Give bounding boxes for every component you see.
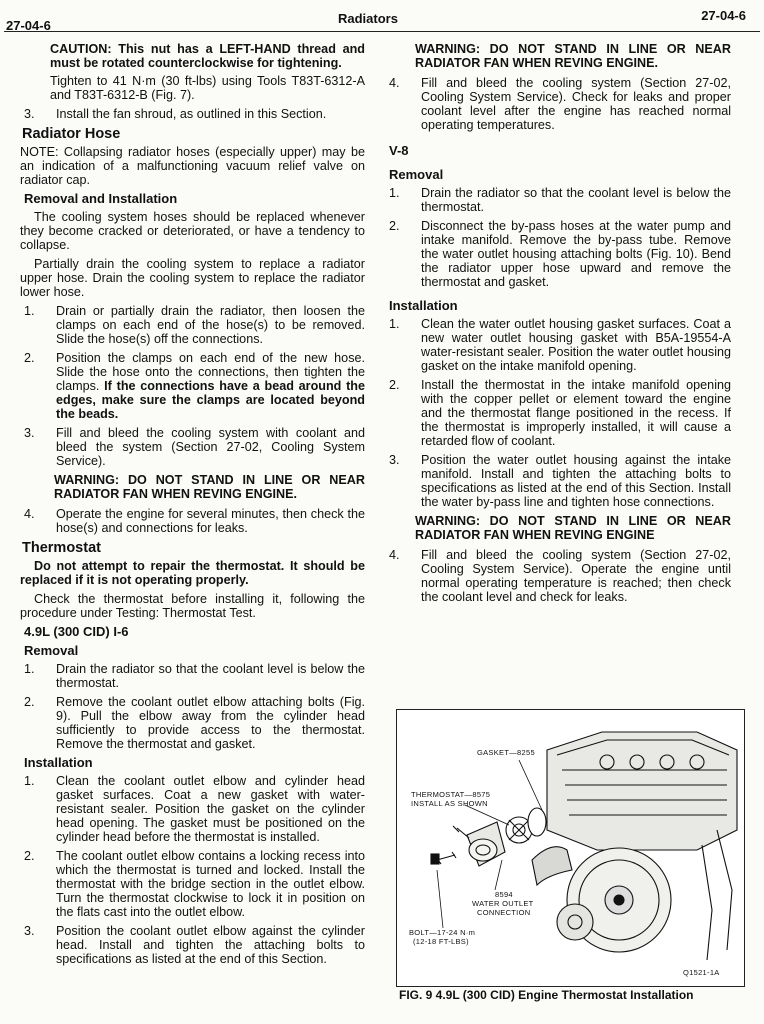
- warning-text: WARNING: DO NOT STAND IN LINE OR NEAR RADIATOR FAN WHEN REVING ENGINE: [415, 514, 731, 542]
- step-number: 2.: [24, 351, 35, 365]
- step-text: Disconnect the by-pass hoses at the water pump and intake manifold. Remove the by-pass tube. Remove the water outlet housing attaching bolts (Fig. 10). Bend the radiator upper hose upward and remove the thermostat and gasket.: [421, 219, 731, 289]
- subheading-removal-installation: Removal and Installation: [24, 191, 178, 206]
- list-item: [20, 662, 365, 690]
- warning-text: WARNING: DO NOT STAND IN LINE OR NEAR RADIATOR FAN WHEN REVING ENGINE.: [415, 42, 731, 70]
- list-item: [20, 774, 365, 844]
- label-outlet-connection: CONNECTION: [477, 908, 531, 917]
- step-text: Drain the radiator so that the coolant level is below the thermostat.: [56, 662, 365, 690]
- subheading-installation: Installation: [24, 755, 93, 770]
- step-text-bold: If the connections have a bead around the edges, make sure the clamps are located beyond the beads.: [56, 379, 366, 421]
- step-number: 2.: [24, 695, 35, 709]
- header-rule: [4, 31, 760, 32]
- step-text: Operate the engine for several minutes, then check the hose(s) and connections for leaks.: [56, 507, 365, 535]
- step-text: Install the thermostat in the intake manifold opening with the copper pellet or element toward the engine and the thermostat flange positioned in the recess. If the thermostat is improperly installed, it will cause a retarded flow of coolant.: [421, 378, 731, 448]
- list-item: [20, 695, 365, 751]
- step-number: 2.: [389, 219, 400, 233]
- step-number: 4.: [389, 76, 400, 90]
- figure-caption: FIG. 9 4.9L (300 CID) Engine Thermostat Installation: [399, 988, 694, 1002]
- list-item: [20, 924, 365, 966]
- tighten-text: Tighten to 41 N·m (30 ft-lbs) using Tools T83T-6312-A and T83T-6312-B (Fig. 7).: [50, 74, 365, 102]
- step-number: 3.: [389, 453, 400, 467]
- step-text: Clean the coolant outlet elbow and cylinder head gasket surfaces. Coat a new gasket with water-resistant sealer. Position the gasket on the cylinder head opening. The gasket must be positioned on the cylinder head before the thermostat is installed.: [56, 774, 365, 844]
- step-text: Position the coolant outlet elbow against the cylinder head. Install and tighten the attaching bolts to specifications as listed at the end of this Section.: [56, 924, 365, 966]
- figure-9-engine-thermostat: [396, 709, 745, 987]
- label-outlet-number: 8594: [495, 890, 513, 899]
- subheading-installation: Installation: [389, 298, 458, 313]
- list-item: [385, 378, 731, 448]
- step-number: 1.: [24, 662, 35, 676]
- label-thermostat: THERMOSTAT—8575: [411, 790, 491, 799]
- list-item: [385, 186, 731, 214]
- step-number: 4.: [24, 507, 35, 521]
- step-number: 2.: [24, 849, 35, 863]
- list-item: [385, 317, 731, 373]
- list-item: [20, 304, 365, 346]
- paragraph: Check the thermostat before installing it, following the procedure under Testing: Thermostat Test.: [20, 592, 365, 620]
- step-text: Fill and bleed the cooling system with coolant and bleed the system (Section 27-02, Cooling System Service).: [56, 426, 365, 468]
- step-number: 1.: [389, 317, 400, 331]
- step-text: Fill and bleed the cooling system (Section 27-02, Cooling System Service). Operate the engine until normal operating temperature is reached; then check the coolant level and check for leaks.: [421, 548, 731, 604]
- step-number: 2.: [389, 378, 400, 392]
- note-text: NOTE: Collapsing radiator hoses (especially upper) may be an indication of a malfunctioning vacuum relief valve on radiator cap.: [20, 145, 365, 187]
- step-text: Install the fan shroud, as outlined in this Section.: [56, 107, 327, 121]
- step-number: 3.: [24, 924, 35, 938]
- subheading-removal: Removal: [389, 167, 444, 182]
- label-thermostat-note: INSTALL AS SHOWN: [411, 799, 488, 808]
- page-number-right: 27-04-6: [701, 8, 746, 23]
- step-number: 4.: [389, 548, 400, 562]
- step-text: Position the water outlet housing against the intake manifold. Install and tighten the attaching bolts to specifications as listed at the end of this Section. Install the water by-pass line and tighten hose connections.: [421, 453, 731, 509]
- label-outlet: WATER OUTLET: [472, 899, 534, 908]
- label-gasket: GASKET—8255: [477, 748, 535, 757]
- step-text-plain: Position the clamps on each end of the new hose. Slide the hose onto the connections, then tighten the clamps.: [56, 351, 365, 393]
- step-number: 1.: [24, 304, 35, 318]
- caution-text: CAUTION: This nut has a LEFT-HAND thread and must be rotated counterclockwise for tightening.: [50, 42, 365, 70]
- paragraph: Partially drain the cooling system to replace a radiator upper hose. Drain the cooling system to replace the radiator lower hose.: [20, 257, 365, 299]
- list-item: [385, 453, 731, 509]
- list-item: [20, 351, 365, 421]
- step-text: Remove the coolant outlet elbow attaching bolts (Fig. 9). Pull the elbow away from the cylinder head sufficiently to provide access to the thermostat. Remove the thermostat and gasket.: [56, 695, 365, 751]
- page-number-left: 27-04-6: [6, 18, 51, 33]
- list-item: [385, 76, 731, 132]
- step-text: [56, 351, 365, 421]
- subheading-v8: V-8: [389, 143, 409, 158]
- step-number: 1.: [389, 186, 400, 200]
- list-item: [20, 426, 365, 468]
- subheading-i6: 4.9L (300 CID) I-6: [24, 624, 129, 639]
- page-header: [0, 0, 764, 33]
- subheading-removal: Removal: [24, 643, 79, 658]
- list-item: [385, 548, 731, 604]
- page-title: Radiators: [338, 11, 398, 26]
- step-text: Fill and bleed the cooling system (Section 27-02, Cooling System Service). Check for leaks and proper coolant level after the engine has reached normal operating temperatures.: [421, 76, 731, 132]
- step-text: Clean the water outlet housing gasket surfaces. Coat a new water outlet housing gasket with B5A-19554-A water-resistant sealer. Position the water outlet housing gasket on the intake manifold opening.: [421, 317, 731, 373]
- step-text: Drain or partially drain the radiator, then loosen the clamps on each end of the hose(s) to be removed. Slide the hose(s) off the connections.: [56, 304, 365, 346]
- list-item: [20, 507, 365, 535]
- label-bolt: BOLT—17-24 N·m: [409, 928, 476, 937]
- section-heading-thermostat: Thermostat: [22, 540, 101, 556]
- warning-text: WARNING: DO NOT STAND IN LINE OR NEAR RADIATOR FAN WHEN REVING ENGINE.: [54, 473, 365, 501]
- list-item: [385, 219, 731, 289]
- step-number: 3.: [24, 426, 35, 440]
- step-number: 3.: [24, 107, 35, 121]
- paragraph: The cooling system hoses should be replaced whenever they become cracked or deteriorated, or have a tendency to collapse.: [20, 210, 365, 252]
- right-column: [385, 42, 731, 609]
- section-heading-radiator-hose: Radiator Hose: [22, 126, 121, 142]
- left-column: [20, 42, 365, 971]
- list-item: [20, 107, 365, 121]
- list-item: [20, 849, 365, 919]
- step-number: 1.: [24, 774, 35, 788]
- thermostat-warning: Do not attempt to repair the thermostat. It should be replaced if it is not operating properly.: [20, 559, 365, 587]
- label-bolt-torque: (12-18 FT-LBS): [413, 937, 469, 946]
- step-text: The coolant outlet elbow contains a locking recess into which the thermostat is turned and locked. Install the thermostat with the bridge section in the outlet elbow. Turn the thermostat clockwise to lock it in position on the flats cast into the outlet elbow.: [56, 849, 365, 919]
- figure-code: Q1521-1A: [683, 968, 720, 977]
- step-text: Drain the radiator so that the coolant level is below the thermostat.: [421, 186, 731, 214]
